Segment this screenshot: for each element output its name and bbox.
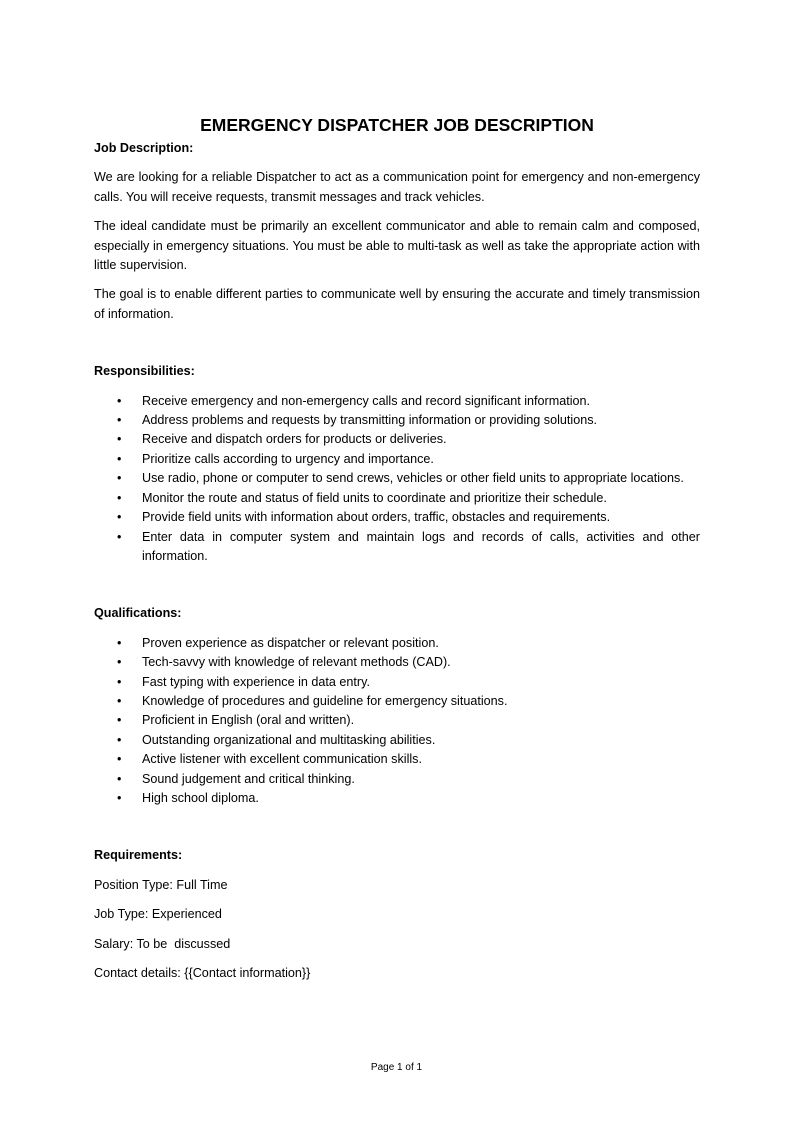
list-item — [94, 692, 700, 711]
bullet-icon: • — [117, 510, 122, 525]
requirements-heading: Requirements: — [94, 848, 183, 863]
list-item — [94, 508, 700, 527]
list-item — [94, 673, 700, 692]
list-item-text: Prioritize calls according to urgency and importance. — [142, 451, 434, 466]
list-item — [94, 770, 700, 789]
bullet-icon: • — [117, 732, 122, 747]
bullet-icon: • — [117, 752, 122, 767]
bullet-icon: • — [117, 451, 122, 466]
list-item-text: Fast typing with experience in data entry. — [142, 674, 370, 689]
requirement-salary: Salary: To be discussed — [94, 936, 231, 951]
bullet-icon: • — [117, 674, 122, 689]
list-item-text: Address problems and requests by transmitting information or providing solutions. — [142, 413, 597, 428]
bullet-icon: • — [117, 471, 122, 486]
list-item-text: Monitor the route and status of field units to coordinate and prioritize their schedule. — [142, 490, 607, 505]
bullet-icon: • — [117, 771, 122, 786]
requirement-contact-details: Contact details: {{Contact information}} — [94, 966, 311, 980]
list-item-text: Proven experience as dispatcher or relevant position. — [142, 635, 439, 650]
bullet-icon: • — [117, 655, 122, 670]
list-item — [94, 528, 700, 567]
list-item-text: Use radio, phone or computer to send crews, vehicles or other field units to appropriate locations. — [142, 471, 684, 486]
list-item-text: Knowledge of procedures and guideline for emergency situations. — [142, 693, 508, 708]
list-item — [94, 469, 700, 488]
list-item-text: Provide field units with information about orders, traffic, obstacles and requirements. — [142, 510, 611, 525]
bullet-icon: • — [117, 490, 122, 505]
bullet-icon: • — [117, 635, 122, 650]
responsibilities-list — [94, 392, 700, 567]
bullet-icon: • — [117, 790, 122, 805]
list-item-text: High school diploma. — [142, 790, 259, 805]
requirement-position-type: Position Type: Full Time — [94, 877, 228, 892]
document-title: EMERGENCY DISPATCHER JOB DESCRIPTION — [200, 115, 594, 135]
list-item — [94, 430, 700, 449]
requirement-job-type: Job Type: Experienced — [94, 907, 222, 922]
list-item-text: Receive and dispatch orders for products or deliveries. — [142, 432, 447, 447]
list-item — [94, 450, 700, 469]
list-item — [94, 392, 700, 411]
list-item — [94, 731, 700, 750]
list-item — [94, 411, 700, 430]
document-page — [94, 114, 700, 983]
responsibilities-heading: Responsibilities: — [94, 364, 195, 379]
list-item — [94, 489, 700, 508]
list-item-text: Enter data in computer system and maintain logs and records of calls, activities and other information. — [142, 529, 700, 563]
qualifications-list — [94, 634, 700, 809]
list-item — [94, 711, 700, 730]
job-description-heading: Job Description: — [94, 141, 194, 155]
list-item-text: Tech-savvy with knowledge of relevant methods (CAD). — [142, 655, 451, 670]
list-item — [94, 789, 700, 808]
list-item-text: Receive emergency and non-emergency calls and record significant information. — [142, 393, 591, 408]
qualifications-heading: Qualifications: — [94, 606, 182, 621]
job-description-paragraph-3: The goal is to enable different parties to communicate well by ensuring the accurate and timely transmission of information. — [94, 287, 700, 321]
list-item-text: Active listener with excellent communication skills. — [142, 752, 422, 767]
job-description-paragraph-1: We are looking for a reliable Dispatcher to act as a communication point for emergency and non-emergency calls. You will receive requests, transmit messages and track vehicles. — [94, 170, 700, 204]
bullet-icon: • — [117, 413, 122, 428]
bullet-icon: • — [117, 713, 122, 728]
bullet-icon: • — [117, 393, 122, 408]
job-description-paragraph-2: The ideal candidate must be primarily an excellent communicator and able to remain calm and composed, especially in emergency situations. You must be able to multi-task as well as take the appropriate action with little supervision. — [94, 219, 700, 273]
bullet-icon: • — [117, 432, 122, 447]
list-item-text: Sound judgement and critical thinking. — [142, 771, 355, 786]
bullet-icon: • — [117, 529, 122, 544]
list-item — [94, 634, 700, 653]
list-item — [94, 750, 700, 769]
list-item-text: Outstanding organizational and multitasking abilities. — [142, 732, 436, 747]
page-number-footer: Page 1 of 1 — [370, 1062, 423, 1073]
bullet-icon: • — [117, 693, 122, 708]
list-item-text: Proficient in English (oral and written). — [142, 713, 355, 728]
list-item — [94, 653, 700, 672]
